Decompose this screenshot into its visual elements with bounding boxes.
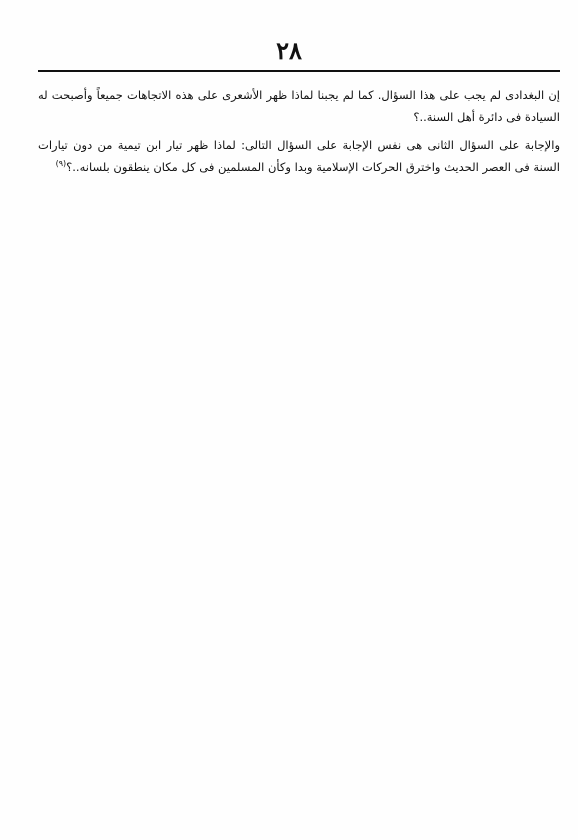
paragraph-1: [38, 84, 560, 128]
paragraph-2: [38, 134, 560, 178]
page-number: ٢٨: [276, 36, 302, 65]
paragraph-1-text: إن البغدادى لم يجب على هذا السؤال. كما لم يجبنا لماذا ظهر الأشعرى على هذه الاتجاهات جميعاً وأصبحت له السيادة فى دائرة أهل السنة..؟: [38, 88, 560, 124]
paragraph-2-text: والإجابة على السؤال الثانى هى نفس الإجابة على السؤال التالى: لماذا ظهر تيار ابن تيمية من دون تيارات السنة فى العصر الحديث واخترق الحركات الإسلامية وبدا وكأن المسلمين فى كل مكان ينطقون بلسانه..؟: [38, 138, 560, 174]
header-rule: [38, 70, 560, 72]
footnote-reference: (٩): [55, 159, 67, 169]
body-text: [38, 84, 560, 184]
